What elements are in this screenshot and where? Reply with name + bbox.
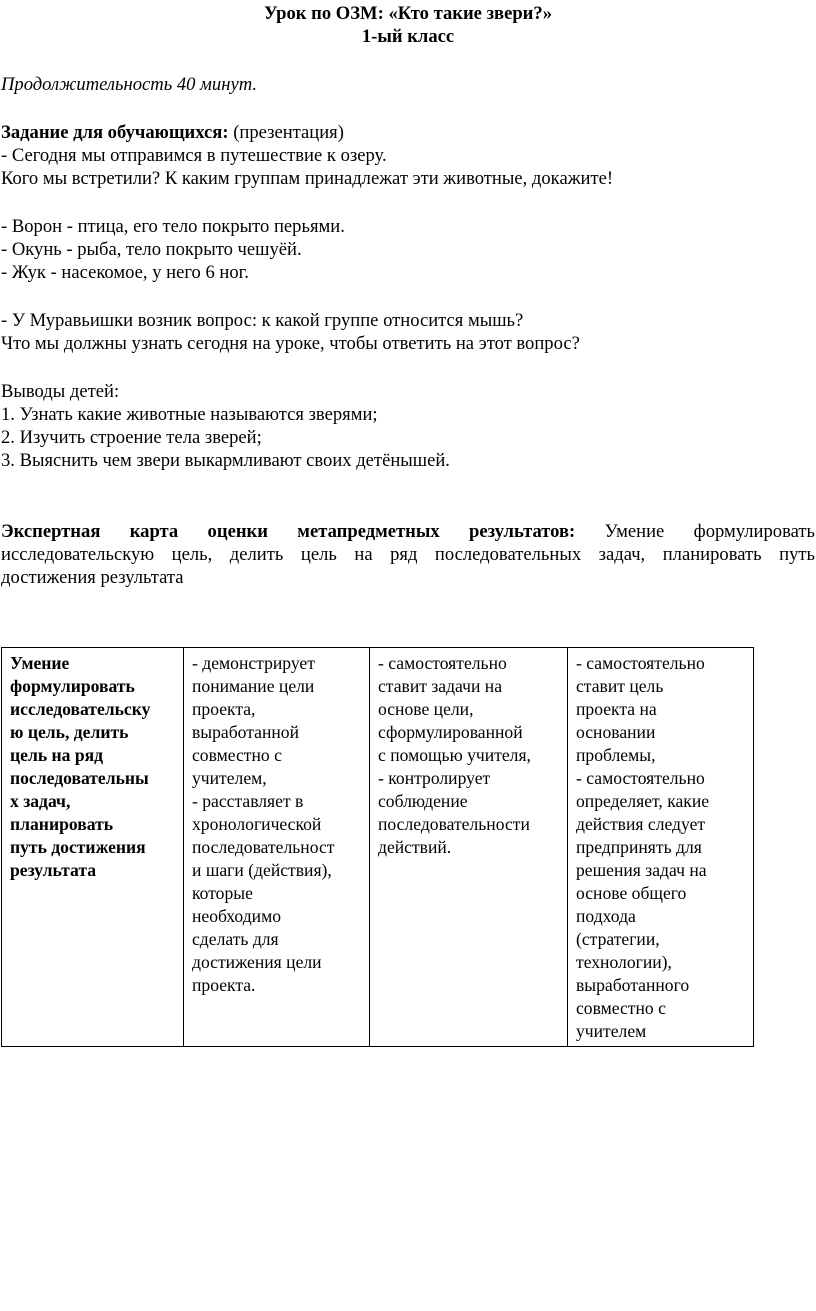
- level-line: сформулированной: [378, 722, 523, 742]
- task-label: Задание для обучающихся:: [1, 122, 229, 143]
- level-line: ставит цель: [576, 676, 664, 696]
- criterion-line: цель на ряд: [10, 745, 104, 765]
- conclusion-item: 1. Узнать какие животные называются зверями;: [1, 404, 378, 425]
- level-line: необходимо: [192, 906, 282, 926]
- level-line: сделать для: [192, 929, 279, 949]
- level-line: проекта.: [192, 975, 256, 995]
- level-1-cell: [184, 648, 370, 1047]
- level-line: последовательност: [192, 837, 335, 857]
- level-line: и шаги (действия),: [192, 860, 332, 880]
- task-heading: [1, 121, 344, 144]
- expert-map-rest: Умение формулировать: [604, 521, 815, 542]
- conclusion-item: 3. Выяснить чем звери выкармливают своих детёнышей.: [1, 450, 450, 471]
- level-line: действия следует: [576, 814, 706, 834]
- level-line: - демонстрирует: [192, 653, 315, 673]
- level-line: - самостоятельно: [378, 653, 507, 673]
- criterion-cell: [2, 648, 184, 1047]
- level-line: проекта,: [192, 699, 256, 719]
- conclusion-item: 2. Изучить строение тела зверей;: [1, 427, 262, 448]
- table-row: [2, 648, 754, 1047]
- level-line: - контролирует: [378, 768, 491, 788]
- level-line: предпринять для: [576, 837, 702, 857]
- level-line: подхода: [576, 906, 636, 926]
- level-line: определяет, какие: [576, 791, 710, 811]
- criterion-line: результата: [10, 860, 97, 880]
- level-line: выработанной: [192, 722, 300, 742]
- level-line: технологии),: [576, 952, 672, 972]
- lesson-title: Урок по ОЗМ: «Кто такие звери?»: [264, 3, 552, 24]
- animal-item: - Окунь - рыба, тело покрыто чешуёй.: [1, 239, 302, 260]
- question-line: - У Муравьишки возник вопрос: к какой группе относится мышь?: [1, 310, 524, 331]
- question-line: Что мы должны узнать сегодня на уроке, чтобы ответить на этот вопрос?: [1, 333, 580, 354]
- level-line: проекта на: [576, 699, 657, 719]
- grade-label: 1-ый класс: [361, 26, 455, 47]
- level-line: последовательности: [378, 814, 530, 834]
- criterion-line: путь достижения: [10, 837, 146, 857]
- level-line: (стратегии,: [576, 929, 660, 949]
- criterion-line: Умение: [10, 653, 70, 673]
- level-3-cell: [568, 648, 754, 1047]
- level-line: - самостоятельно: [576, 768, 705, 788]
- level-line: совместно с: [192, 745, 282, 765]
- animal-item: - Жук - насекомое, у него 6 ног.: [1, 262, 249, 283]
- level-line: хронологической: [192, 814, 322, 834]
- level-line: учителем: [576, 1021, 647, 1041]
- level-line: достижения цели: [192, 952, 322, 972]
- criterion-line: ю цель, делить: [10, 722, 129, 742]
- level-line: которые: [192, 883, 253, 903]
- level-line: проблемы,: [576, 745, 656, 765]
- level-line: учителем,: [192, 768, 267, 788]
- level-line: выработанного: [576, 975, 690, 995]
- level-line: с помощью учителя,: [378, 745, 531, 765]
- criterion-line: формулировать: [10, 676, 135, 696]
- criterion-line: планировать: [10, 814, 114, 834]
- level-line: основе общего: [576, 883, 687, 903]
- task-line: Кого мы встретили? К каким группам принадлежат эти животные, докажите!: [1, 168, 614, 189]
- level-line: ставит задачи на: [378, 676, 503, 696]
- level-line: понимание цели: [192, 676, 315, 696]
- level-line: - расставляет в: [192, 791, 304, 811]
- expert-map-line: исследовательскую цель, делить цель на ряд последовательных задач, планировать путь: [1, 544, 815, 565]
- task-line: - Сегодня мы отправимся в путешествие к озеру.: [1, 145, 387, 166]
- expert-map-label: Экспертная карта оценки метапредметных результатов:: [1, 521, 576, 542]
- criterion-line: последовательны: [10, 768, 149, 788]
- level-line: совместно с: [576, 998, 666, 1018]
- conclusions-label: Выводы детей:: [1, 381, 120, 402]
- level-line: основании: [576, 722, 656, 742]
- expert-map-paragraph: [1, 520, 815, 589]
- level-2-cell: [370, 648, 568, 1047]
- level-line: соблюдение: [378, 791, 468, 811]
- level-line: действий.: [378, 837, 452, 857]
- level-line: основе цели,: [378, 699, 474, 719]
- evaluation-table: [1, 647, 754, 1047]
- criterion-line: исследовательску: [10, 699, 151, 719]
- duration-text: Продолжительность 40 минут.: [1, 74, 257, 95]
- task-note: (презентация): [228, 122, 344, 143]
- expert-map-line: достижения результата: [1, 567, 184, 588]
- expert-map-line: [1, 520, 815, 543]
- level-line: решения задач на: [576, 860, 707, 880]
- animal-item: - Ворон - птица, его тело покрыто перьями.: [1, 216, 345, 237]
- level-line: - самостоятельно: [576, 653, 705, 673]
- criterion-line: х задач,: [10, 791, 71, 811]
